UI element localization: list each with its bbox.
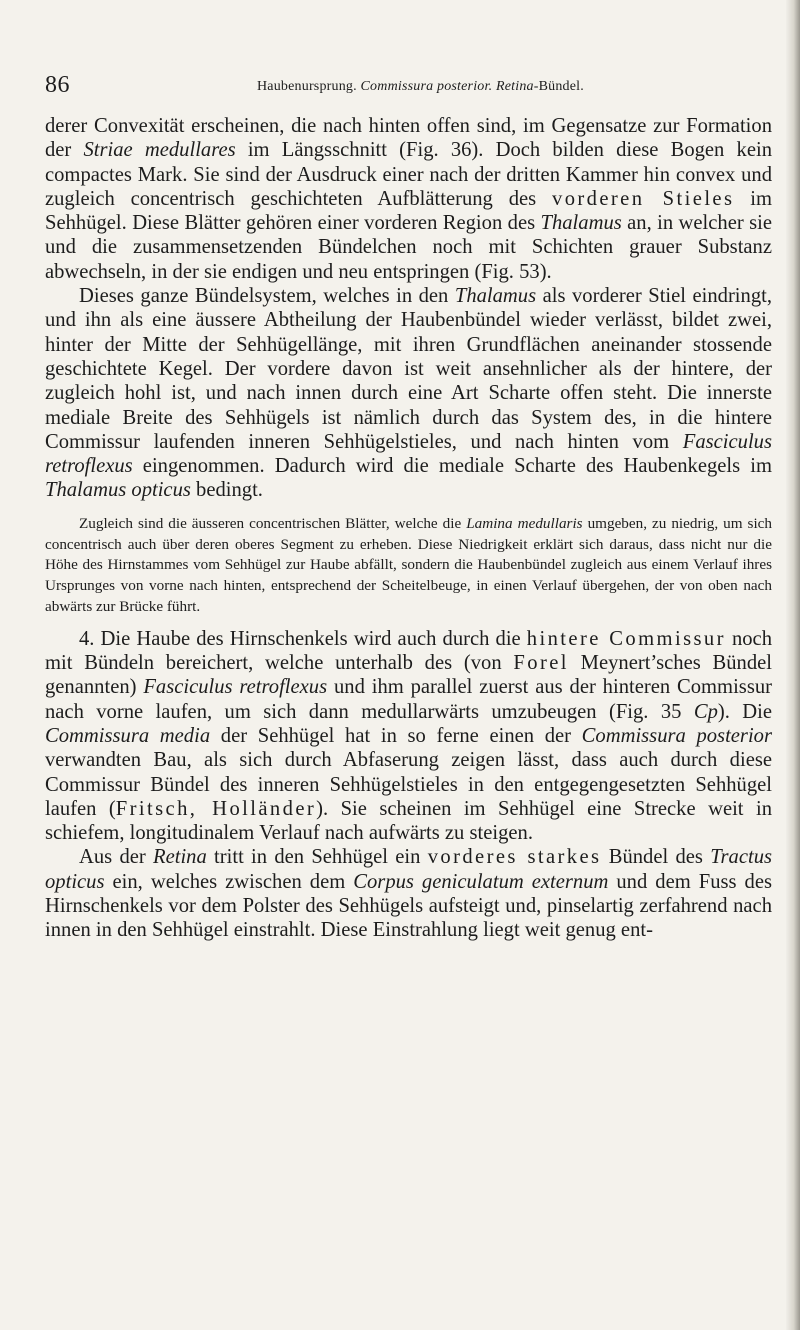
paragraph-3: 4. Die Haube des Hirnschenkels wird auch durch die hintere Commissur noch mit Bündeln bereichert, welche unterhalb des (von Forel Meynert’sches Bündel genannten) Fasciculus retroflexus und ihm parallel zuerst aus der hinteren Commissur nach vorne laufen, um sich dann medullarwärts umzubeugen (Fig. 35 Cp). Die Commissura media der Sehhügel hat in so ferne einen der Commissura posterior verwandten Bau, als sich durch Abfaserung zeigen lässt, dass auch durch diese Commissur Bündel des inneren Sehhügelstieles in den entgegengesetzten Sehhügel laufen (Fritsch, Holländer). Sie scheinen im Sehhügel eine Strecke weit in schiefem, longitudinalem Verlauf nach aufwärts zu steigen. <box>45 627 772 845</box>
paragraph-4: Aus der Retina tritt in den Sehhügel ein vorderes starkes Bündel des Tractus opticus ein, welches zwischen dem Corpus geniculatum externum und dem Fuss des Hirnschenkels vor dem Polster des Sehhügels aufsteigt und, pinselartig zerfahrend nach innen in den Sehhügel einstrahlt. Diese Einstrahlung liegt weit genug ent- <box>45 846 773 942</box>
small-print-note: Zugleich sind die äusseren concentrischen Blätter, welche die Lamina medullaris umgeben, zu niedrig, um sich concentrisch auch über deren oberes Segment zu erheben. Diese Niedrigkeit erklärt sich daraus, dass nicht nur die Höhe des Hirnstammes vom Sehhügel zur Haube abfällt, sondern die Haubenbündel zugleich aus einem Verlauf ihres Ursprunges von vorne nach hinten, entsprechend der Scheitelbeuge, in einen Verlauf übergehen, der von oben nach abwärts zur Brücke führt. <box>45 514 773 615</box>
running-title: Haubenursprung. Commissura posterior. Retina-Bündel. <box>257 79 584 94</box>
page-edge-shadow <box>786 0 800 1330</box>
paragraph-2: Dieses ganze Bündelsystem, welches in den Thalamus als vorderer Stiel eindringt, und ihn als eine äussere Abtheilung der Haubenbündel wieder verlässt, bildet zwei, hinter der Mitte der Sehhügellänge, mit ihren Grundflächen aneinander stossende geschichtete Kegel. Der vordere davon ist weit ansehnlicher als der hintere, der zugleich hohl ist, und nach innen durch eine Art Scharte offen steht. Die innerste mediale Breite des Sehhügels ist nämlich durch das System des, in die hintere Commissur laufenden inneren Sehhügelstieles, und nach hinten vom Fasciculus retroflexus eingenommen. Dadurch wird die mediale Scharte des Haubenkegels im Thalamus opticus bedingt. <box>45 285 772 502</box>
page-number: 86 <box>45 72 70 98</box>
body-text <box>45 114 772 943</box>
page-header <box>45 72 745 98</box>
paragraph-1: derer Convexität erscheinen, die nach hinten offen sind, im Gegensatze zur Formation der Striae medullares im Längsschnitt (Fig. 36). Doch bilden diese Bogen kein compactes Mark. Sie sind der Ausdruck einer nach der dritten Kammer hin convex und zugleich concentrisch geschichteten Aufblätterung des vorderen Stieles im Sehhügel. Diese Blätter gehören einer vorderen Region des Thalamus an, in welcher sie und die zusammensetzenden Bündelchen noch mit Schichten grauer Substanz abwechseln, in der sie endigen und neu entspringen (Fig. 53). <box>45 115 772 283</box>
